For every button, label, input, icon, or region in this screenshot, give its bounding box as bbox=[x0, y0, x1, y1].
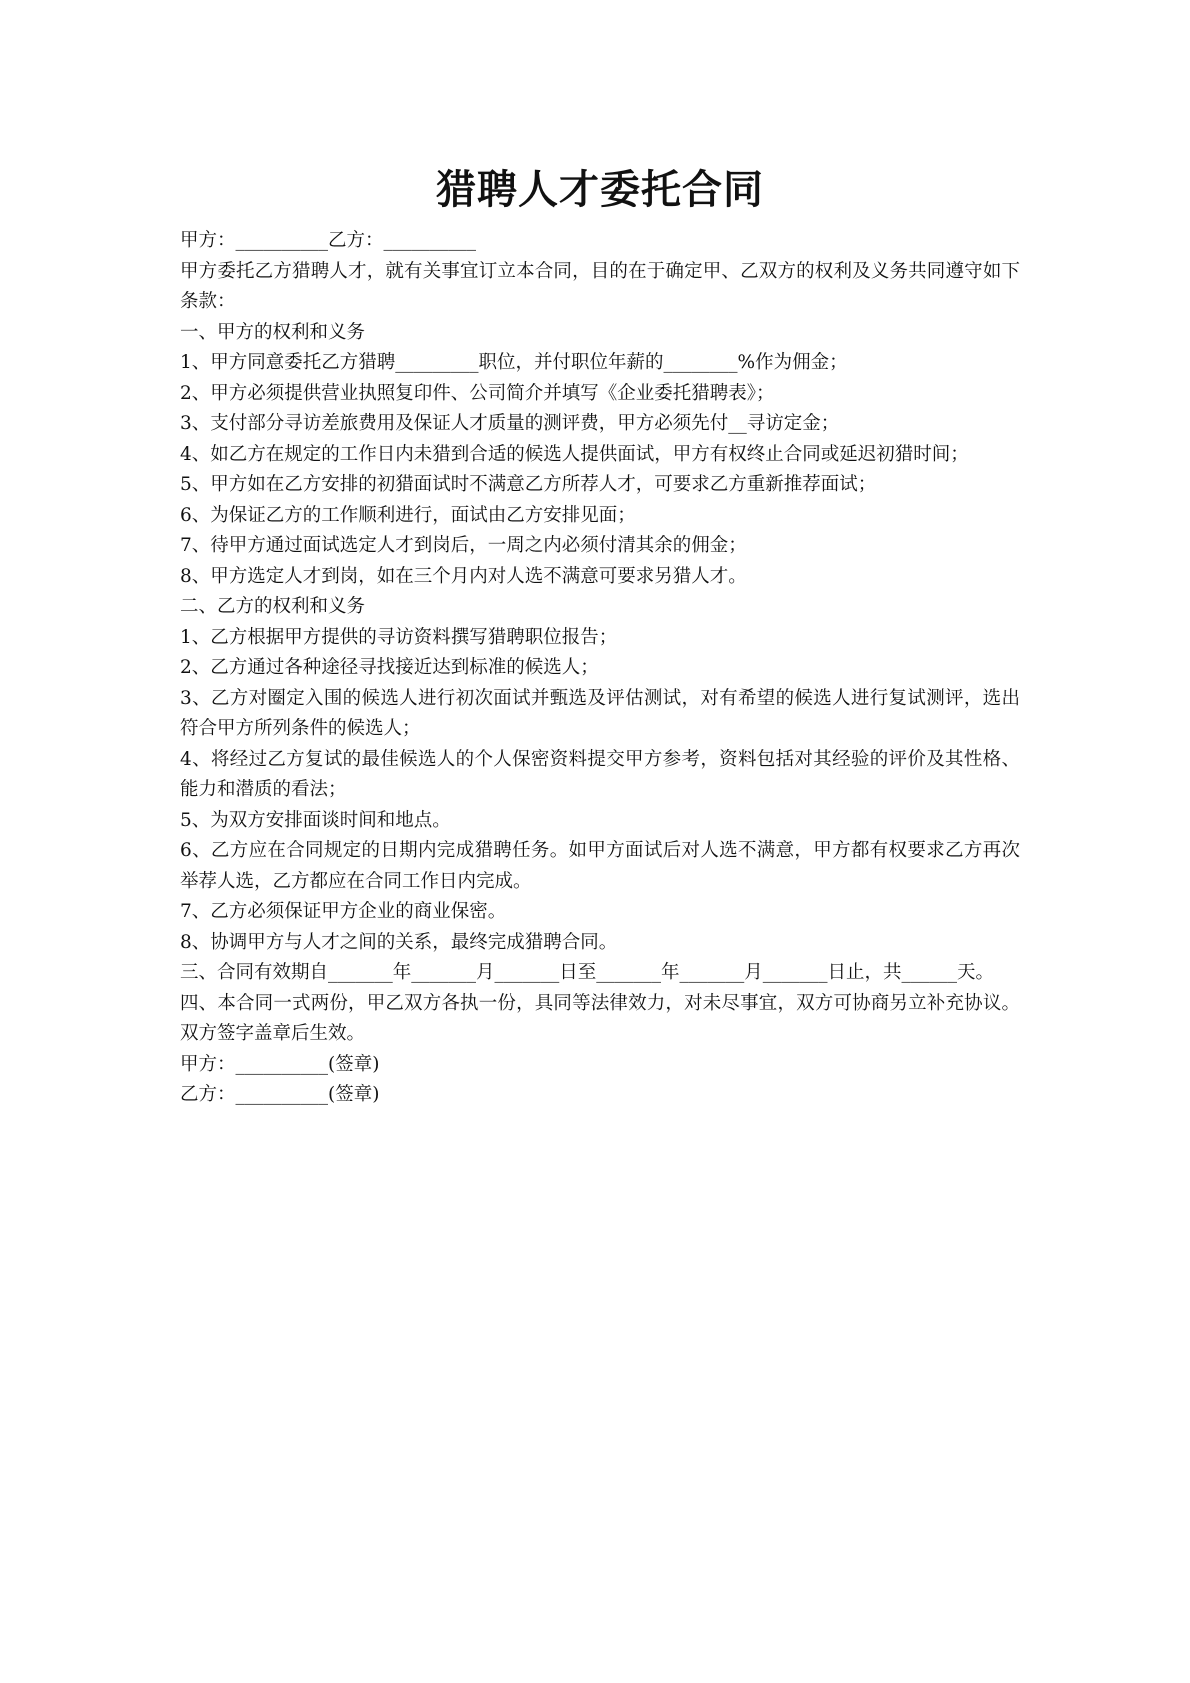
clause-a3: 3、支付部分寻访差旅费用及保证人才质量的测评费，甲方必须先付__寻访定金； bbox=[180, 413, 840, 434]
signature-party-a: 甲方：__________(签章) bbox=[180, 1053, 380, 1075]
section-copies: 四、本合同一式两份，甲乙双方各执一份，具同等法律效力，对未尽事宜，双方可协商另立补充协议。双方签字盖章后生效。 bbox=[180, 992, 1020, 1044]
document-title: 猎聘人才委托合同 bbox=[436, 166, 764, 213]
clause-a7: 7、待甲方通过面试选定人才到岗后，一周之内必须付清其余的佣金； bbox=[180, 535, 747, 556]
section-heading-party-b: 二、乙方的权利和义务 bbox=[180, 596, 366, 617]
signature-party-b: 乙方：__________(签章) bbox=[180, 1084, 380, 1105]
section-validity: 三、合同有效期自_______年_______月_______日至_______年_______月_______日止，共______天。 bbox=[180, 962, 995, 983]
clause-a5: 5、甲方如在乙方安排的初猎面试时不满意乙方所荐人才，可要求乙方重新推荐面试； bbox=[180, 474, 877, 495]
clause-a8: 8、甲方选定人才到岗，如在三个月内对人选不满意可要求另猎人才。 bbox=[180, 565, 747, 587]
clause-a2: 2、甲方必须提供营业执照复印件、公司简介并填写《企业委托猎聘表》； bbox=[180, 382, 775, 404]
clause-b7: 7、乙方必须保证甲方企业的商业保密。 bbox=[180, 901, 507, 922]
party-line: 甲方：__________乙方：__________ bbox=[180, 230, 477, 251]
clause-a6: 6、为保证乙方的工作顺利进行，面试由乙方安排见面； bbox=[180, 504, 636, 526]
intro-paragraph: 甲方委托乙方猎聘人才，就有关事宜订立本合同，目的在于确定甲、乙双方的权利及义务共同遵守如下条款： bbox=[180, 260, 1020, 312]
document-page bbox=[180, 160, 1020, 1111]
clause-a4: 4、如乙方在规定的工作日内未猎到合适的候选人提供面试，甲方有权终止合同或延迟初猎时间； bbox=[180, 443, 969, 465]
clause-b6: 6、乙方应在合同规定的日期内完成猎聘任务。如甲方面试后对人选不满意，甲方都有权要求乙方再次举荐人选，乙方都应在合同工作日内完成。 bbox=[180, 840, 1020, 892]
clause-b3: 3、乙方对圈定入围的候选人进行初次面试并甄选及评估测试，对有希望的候选人进行复试测评，选出符合甲方所列条件的候选人； bbox=[180, 687, 1020, 739]
clause-b8: 8、协调甲方与人才之间的关系，最终完成猎聘合同。 bbox=[180, 931, 618, 953]
clause-b2: 2、乙方通过各种途径寻找接近达到标准的候选人； bbox=[180, 657, 599, 678]
clause-b5: 5、为双方安排面谈时间和地点。 bbox=[180, 809, 451, 831]
clause-a1: 1、甲方同意委托乙方猎聘_________职位，并付职位年薪的________%作为佣金； bbox=[180, 352, 848, 373]
clause-b4: 4、将经过乙方复试的最佳候选人的个人保密资料提交甲方参考，资料包括对其经验的评价及其性格、能力和潜质的看法； bbox=[180, 748, 1020, 800]
section-heading-party-a: 一、甲方的权利和义务 bbox=[180, 321, 366, 343]
clause-b1: 1、乙方根据甲方提供的寻访资料撰写猎聘职位报告； bbox=[180, 626, 618, 648]
